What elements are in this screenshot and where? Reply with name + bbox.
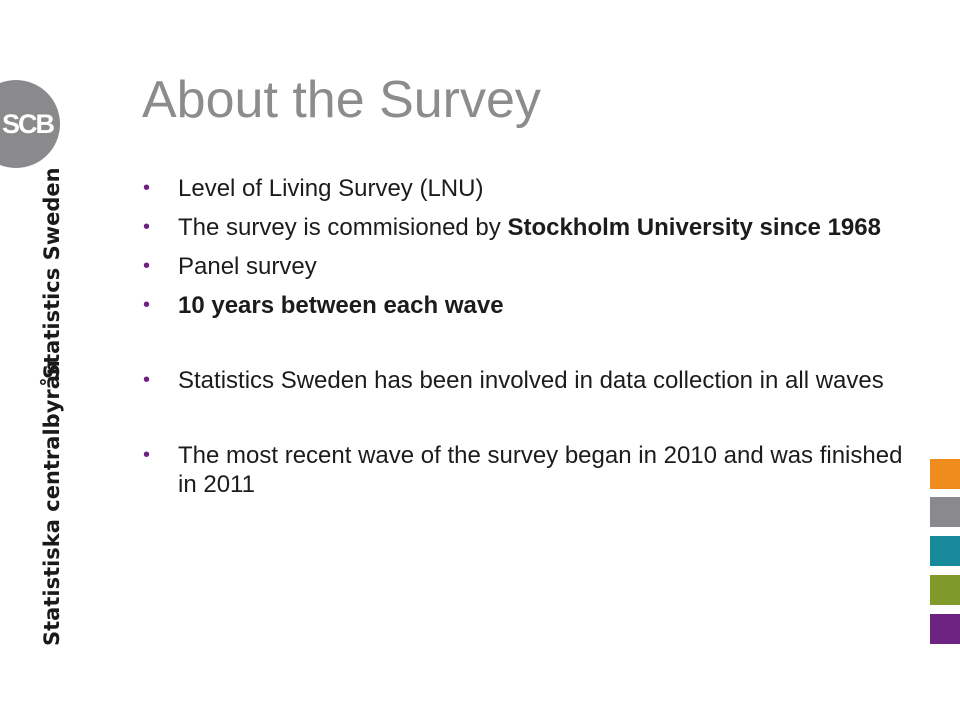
bullet-text-bold: 10 years between each wave — [178, 292, 504, 319]
color-square-green — [930, 575, 960, 605]
color-square-teal — [930, 536, 960, 566]
bullet-list — [143, 174, 903, 509]
bullet-item — [143, 366, 903, 395]
bullet-dot-icon: • — [143, 216, 151, 238]
bullet-dot-icon: • — [143, 294, 151, 316]
bullet-text: Statistics Sweden has been involved in data collection in all waves — [178, 367, 884, 394]
brand-name-sv: Statistiska centralbyrån — [40, 360, 64, 646]
bullet-text: The most recent wave of the survey began in 2010 and was finished in 2011 — [178, 442, 903, 498]
bullet-dot-icon: • — [143, 255, 151, 277]
bullet-item — [143, 441, 903, 499]
bullet-item — [143, 291, 903, 320]
brand-name-en: Statistics Sweden — [40, 167, 64, 379]
bullet-dot-icon: • — [143, 177, 151, 199]
color-square-orange — [930, 459, 960, 489]
bullet-text: Panel survey — [178, 253, 317, 280]
bullet-text-bold: Stockholm University since 1968 — [507, 214, 881, 241]
bullet-dot-icon: • — [143, 444, 151, 466]
scb-logo: SCB — [0, 80, 60, 168]
bullet-text: Level of Living Survey (LNU) — [178, 175, 484, 202]
color-square-gray — [930, 497, 960, 527]
slide-title: About the Survey — [142, 71, 541, 129]
bullet-item — [143, 213, 903, 242]
bullet-dot-icon: • — [143, 369, 151, 391]
color-square-purple — [930, 614, 960, 644]
bullet-item — [143, 252, 903, 281]
bullet-text: The survey is commisioned by — [178, 214, 508, 241]
bullet-item — [143, 174, 903, 203]
